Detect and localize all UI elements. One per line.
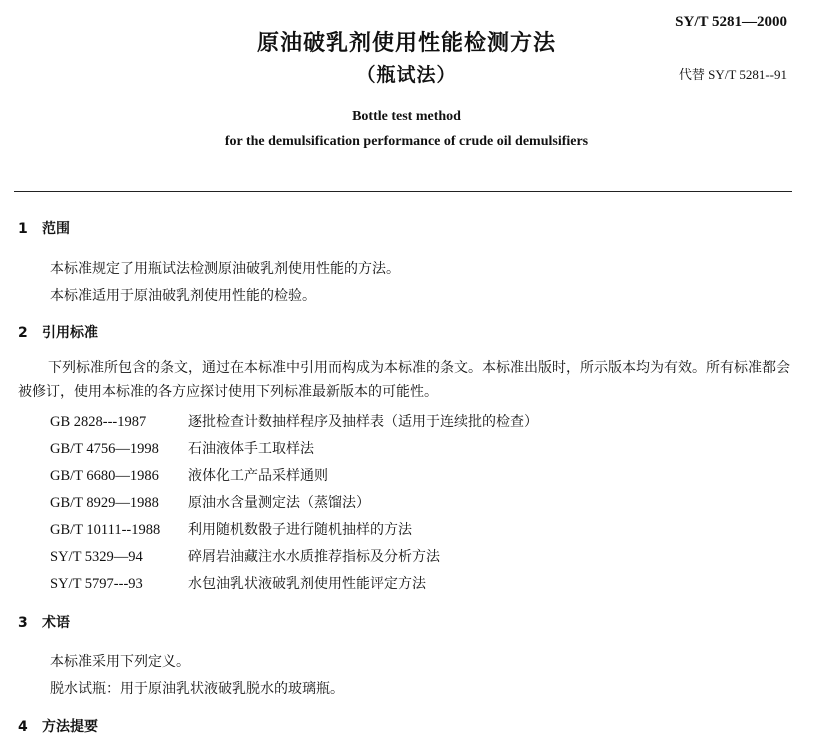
- reference-title: 水包油乳状液破乳剂使用性能评定方法: [188, 576, 426, 592]
- reference-code: GB/T 4756—1998: [50, 441, 159, 457]
- reference-title: 利用随机数骰子进行随机抽样的方法: [188, 522, 412, 538]
- reference-code: GB/T 8929—1988: [50, 495, 159, 511]
- section-3-number: 3: [18, 615, 28, 631]
- reference-item: [50, 519, 412, 539]
- reference-item: [50, 573, 426, 593]
- section-3-paragraph-1: 本标准采用下列定义。: [50, 654, 190, 670]
- reference-code: GB 2828---1987: [50, 414, 147, 430]
- section-2-number: 2: [18, 325, 28, 341]
- section-3-title: 术语: [42, 615, 70, 631]
- title-english-line1: Bottle test method: [352, 109, 461, 124]
- reference-item: [50, 492, 370, 512]
- replaces-note: 代替 SY/T 5281--91: [678, 67, 787, 82]
- section-4-heading: [18, 716, 98, 736]
- title-chinese: 原油破乳剂使用性能检测方法: [256, 31, 556, 56]
- reference-title: 逐批检查计数抽样程序及抽样表（适用于连续批的检查）: [188, 414, 538, 430]
- section-1-paragraph-2: 本标准适用于原油破乳剂使用性能的检验。: [50, 288, 316, 304]
- section-2-title: 引用标准: [42, 325, 98, 341]
- reference-code: GB/T 6680—1986: [50, 468, 159, 484]
- section-1-number: 1: [18, 221, 28, 237]
- section-1-heading: [18, 218, 70, 238]
- subtitle-chinese: （瓶试法）: [356, 64, 457, 86]
- section-3-heading: [18, 612, 70, 632]
- standard-code: SY/T 5281—2000: [675, 14, 787, 30]
- header-divider: [14, 191, 792, 192]
- reference-item: [50, 546, 440, 566]
- reference-title: 液体化工产品采样通则: [188, 468, 328, 484]
- reference-item: [50, 438, 314, 458]
- reference-item: [50, 465, 328, 485]
- reference-code: SY/T 5797---93: [50, 576, 143, 592]
- reference-item: [50, 411, 538, 431]
- section-2-paragraph: 下列标准所包含的条文，通过在本标准中引用而构成为本标准的条文。本标准出版时，所示版本均为有效。所有标准都会被修订，使用本标准的各方应探讨使用下列标准最新版本的可能性。: [18, 360, 790, 400]
- reference-title: 碎屑岩油藏注水水质推荐指标及分析方法: [188, 549, 440, 565]
- section-1-paragraph-1: 本标准规定了用瓶试法检测原油破乳剂使用性能的方法。: [50, 261, 400, 277]
- section-1-title: 范围: [42, 221, 70, 237]
- section-4-number: 4: [18, 719, 28, 735]
- reference-title: 原油水含量测定法（蒸馏法）: [188, 495, 370, 511]
- section-4-title: 方法提要: [42, 719, 98, 735]
- section-2-heading: [18, 322, 98, 342]
- reference-code: GB/T 10111--1988: [50, 522, 161, 538]
- reference-title: 石油液体手工取样法: [188, 441, 314, 457]
- reference-code: SY/T 5329—94: [50, 549, 143, 565]
- title-english-line2: for the demulsification performance of crude oil demulsifiers: [224, 134, 589, 149]
- section-3-paragraph-2: 脱水试瓶：用于原油乳状液破乳脱水的玻璃瓶。: [50, 681, 344, 697]
